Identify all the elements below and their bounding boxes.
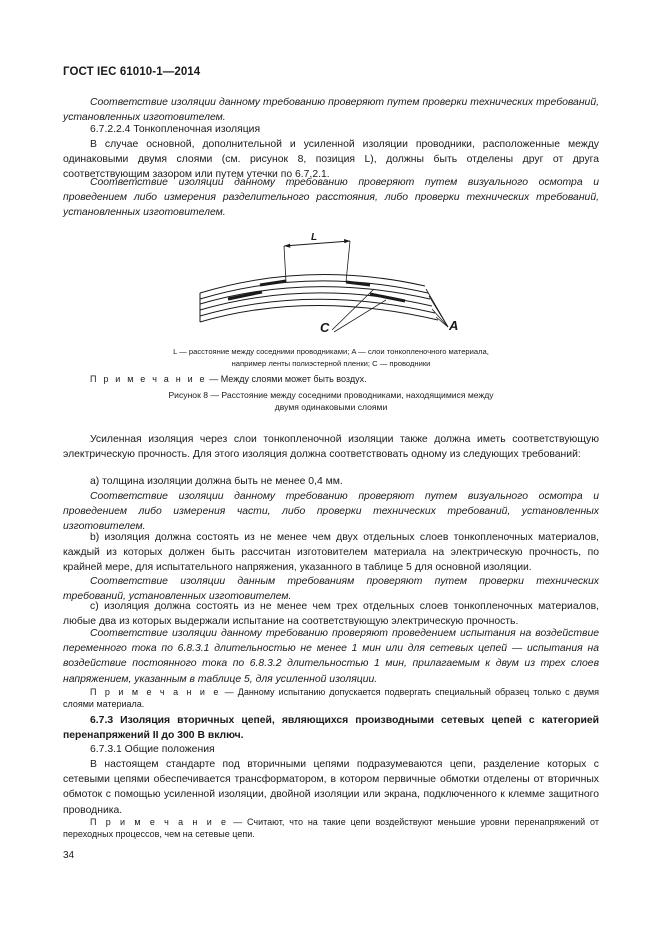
figure-8-diagram: [180, 224, 480, 344]
paragraph-secondary-circuits: В настоящем стандарте под вторичными цепями подразумеваются цепи, разделение которых с сетевыми цепями обеспечивается трансформатором, в котором первичные обмотки отделены от вторичных обмоток с помощью усиленной изоляции, двойной изоляции или экрана, подключенного к клемме защитного проводника.: [63, 759, 599, 816]
paragraph-compliance-1: Соответствие изоляции данному требованию проверяют путем проверки технических требований, установленных изготовителем.: [63, 97, 599, 124]
note-air-between-layers: [63, 373, 599, 385]
dimension-arrow-left: [284, 244, 290, 248]
leader-C-2: [334, 300, 386, 332]
list-item-a: a) толщина изоляции должна быть не менее 0,4 мм.: [90, 476, 343, 487]
list-item-b: b) изоляция должна состоять из не менее чем двух отдельных слоев тонкопленочных материалов, каждый из которых должен быть рассчитан изготовителем материала на электрическую прочность, по крайней мере, для испытательного напряжения, указанного в таблице 5 для основной изоляции.: [63, 532, 599, 574]
leader-C-1: [332, 289, 374, 330]
layer-line-6: [200, 305, 438, 322]
extension-line-right: [346, 241, 350, 282]
paragraph-reinforced-insulation: Усиленная изоляция через слои тонкопленочной изоляции также должна иметь соответствующую электрическую прочность. Для этого изоляция должна соответствовать одному из следующих требований:: [63, 434, 599, 461]
clause-heading-6-7-3-1: 6.7.3.1 Общие положения: [90, 744, 215, 755]
label-L: L: [311, 232, 318, 243]
note-text: — Считают, что на такие цепи воздействуют меньшие уровни перенапряжений от переходных процессов, чем на сетевые цепи.: [63, 817, 599, 840]
leader-A-4: [436, 317, 448, 327]
note-label: П р и м е ч а н и е: [90, 817, 229, 827]
figure-key-line-1: L — расстояние между соседними проводниками; A — слои тонкопленочного материала,: [173, 347, 489, 356]
note-label: П р и м е ч а н и е: [90, 374, 207, 384]
paragraph-compliance-b: Соответствие изоляции данным требованиям проверяют путем проверки технических требований, установленных изготовителем.: [63, 576, 599, 603]
paragraph-compliance-c: Соответствие изоляции данному требованию проверяют проведением испытания на воздействие переменного тока по 6.8.3.1 длительностью не менее 1 мин или для сетевых цепей — испытания на воздействие постоянного тока по 6.8.3.2 длительностью 1 мин, прилагаемым к двум из трех слоев напряжением, указанным в таблице 5, для усиленной изоляции.: [63, 628, 599, 685]
figure-key-line-2: например ленты полиэстерной пленки; C — проводники: [231, 359, 431, 368]
layers-diagram-svg: [180, 224, 480, 344]
note-text: — Данному испытанию допускается подвергать специальный образец только с двумя слоями материала.: [63, 687, 600, 710]
leader-A-3: [432, 309, 448, 327]
figure-title: [63, 390, 599, 414]
note-text: — Между слоями может быть воздух.: [206, 374, 367, 384]
page-number: 34: [63, 850, 75, 861]
label-C: C: [320, 320, 330, 335]
conductor-4: [370, 294, 405, 301]
note-label: П р и м е ч а н и е: [90, 687, 221, 697]
paragraph-compliance-2: Соответствие изоляции данному требованию проверяют путем визуального осмотра и проведением либо измерения разделительного расстояния, либо проверки технических требований, установленных изготовителем.: [63, 177, 599, 219]
note-special-sample: [63, 686, 599, 711]
figure-title-line-2: двумя одинаковыми слоями: [274, 401, 388, 412]
leader-A-2: [429, 296, 448, 327]
dimension-arrow-right: [344, 239, 350, 243]
figure-key: [63, 346, 599, 370]
paragraph-thin-film-requirement: В случае основной, дополнительной и усиленной изоляции проводники, расположенные между одинаковыми двумя слоями (см. рисунок 8, позиция L), должны быть отделены друг от друга соответствующим зазором или путем утечки по 6.7.2.1.: [63, 139, 599, 181]
list-item-c: c) изоляция должна состоять из не менее чем трех отдельных слоев тонкопленочных материалов, любые два из которых выдержали испытание на соответствующую электрическую прочность.: [63, 601, 599, 628]
note-overvoltage: [63, 816, 599, 841]
clause-heading-6-7-2-2-4: 6.7.2.2.4 Тонкопленочная изоляция: [90, 124, 261, 135]
clause-heading-6-7-3: 6.7.3 Изоляция вторичных цепей, являющихся производными сетевых цепей с категорией перенапряжений II до 300 В включ.: [63, 715, 599, 742]
conductor-1: [260, 281, 286, 285]
document-header: ГОСТ IEC 61010-1—2014: [63, 66, 201, 78]
figure-title-line-1: Рисунок 8 — Расстояние между соседними проводниками, находящимися между: [168, 390, 494, 400]
paragraph-compliance-a: Соответствие изоляции данному требованию проверяют путем визуального осмотра и проведением либо измерения части, либо проверки технических требований, установленных изготовителем.: [63, 491, 599, 533]
label-A: A: [449, 318, 459, 333]
